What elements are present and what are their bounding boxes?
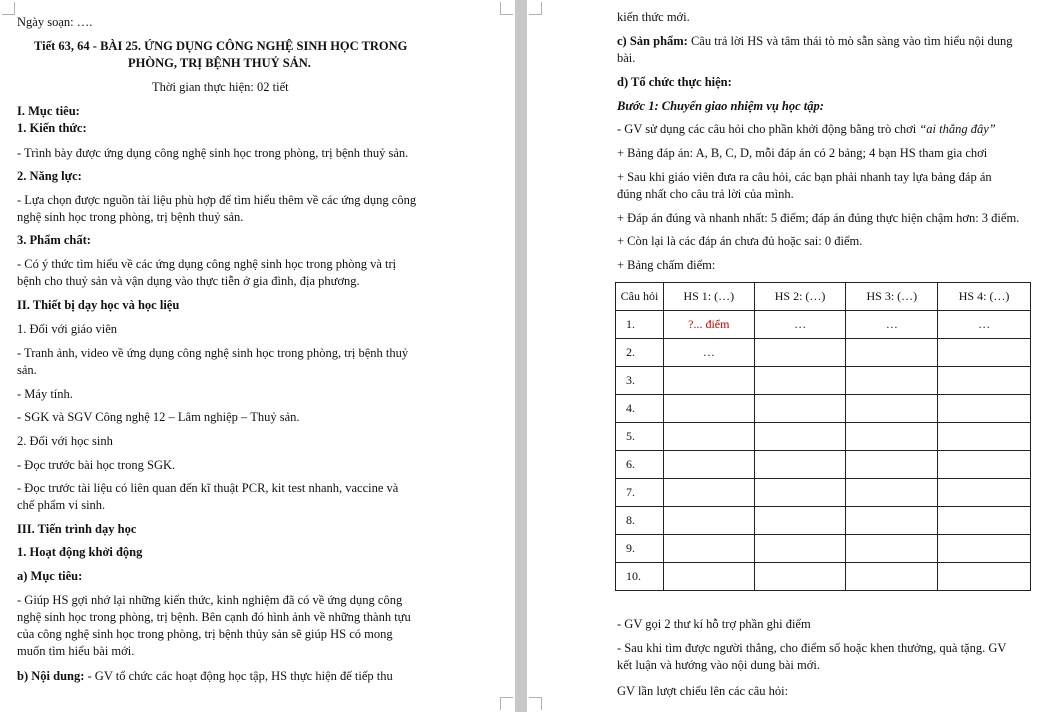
score-cell xyxy=(846,451,938,479)
score-cell xyxy=(754,535,846,563)
product-text: Câu trả lời HS và tâm thái tò mò sẵn sàng vào tìm hiểu nội dung xyxy=(687,34,1013,48)
content-label: b) Nội dung: xyxy=(17,669,85,683)
score-cell: … xyxy=(846,311,938,339)
paragraph: kiến thức mới. xyxy=(617,10,690,24)
table-row xyxy=(616,535,1031,563)
paragraph xyxy=(617,122,996,136)
score-cell xyxy=(754,395,846,423)
step-heading: Bước 1: Chuyển giao nhiệm vụ học tập: xyxy=(617,99,824,113)
paragraph: + Đáp án đúng và nhanh nhất: 5 điểm; đáp án đúng thực hiện chậm hơn: 3 điểm. xyxy=(617,211,1020,225)
product-label: c) Sản phẩm: xyxy=(617,34,688,48)
subsection-heading: 1. Đối với giáo viên xyxy=(17,322,117,336)
subsection-heading: 2. Đối với học sinh xyxy=(17,434,113,448)
paragraph: đúng nhất cho câu trả lời của mình. xyxy=(617,187,794,201)
paragraph: - Lựa chọn được nguồn tài liệu phù hợp để tìm hiểu thêm về các ứng dụng công xyxy=(17,193,417,207)
score-cell xyxy=(663,535,754,563)
game-name: “ai thắng đây” xyxy=(919,122,996,136)
question-number-cell: 3. xyxy=(616,367,664,395)
paragraph xyxy=(617,34,1012,48)
paragraph: - Máy tính. xyxy=(17,387,73,401)
score-cell xyxy=(663,395,754,423)
score-cell xyxy=(846,423,938,451)
column-header: HS 3: (…) xyxy=(846,283,938,311)
score-cell xyxy=(754,451,846,479)
score-cell xyxy=(846,507,938,535)
score-cell: … xyxy=(938,311,1031,339)
score-cell: ?... điểm xyxy=(663,311,754,339)
score-cell xyxy=(938,507,1031,535)
question-number-cell: 8. xyxy=(616,507,664,535)
score-cell xyxy=(846,339,938,367)
table-row xyxy=(616,479,1031,507)
subsection-heading: a) Mục tiêu: xyxy=(17,569,83,583)
lesson-title-line-2: PHÒNG, TRỊ BỆNH THUỶ SẢN. xyxy=(128,56,311,70)
left-page xyxy=(0,0,515,712)
paragraph: - Có ý thức tìm hiểu về các ứng dụng công nghệ sinh học trong phòng và trị xyxy=(17,257,397,271)
lesson-title-line-1: Tiết 63, 64 - BÀI 25. ỨNG DỤNG CÔNG NGHỆ SINH HỌC TRONG xyxy=(34,39,408,53)
score-cell xyxy=(754,507,846,535)
table-row xyxy=(616,423,1031,451)
score-cell xyxy=(938,563,1031,591)
section-heading: II. Thiết bị dạy học và học liệu xyxy=(17,298,180,312)
table-row xyxy=(616,339,1031,367)
margin-corner-mark xyxy=(2,2,15,15)
game-intro-text: - GV sử dụng các câu hỏi cho phần khởi động bằng trò chơi xyxy=(617,122,920,136)
column-header: HS 4: (…) xyxy=(938,283,1031,311)
score-cell xyxy=(663,507,754,535)
score-cell xyxy=(663,367,754,395)
score-table xyxy=(615,282,1031,591)
margin-corner-mark xyxy=(529,697,542,710)
paragraph: - Sau khi tìm được người thắng, cho điểm số hoặc khen thưởng, quà tặng. GV xyxy=(617,641,1007,655)
paragraph: - Giúp HS gợi nhớ lại những kiến thức, kinh nghiệm đã có về ứng dụng công xyxy=(17,593,403,607)
score-cell xyxy=(938,339,1031,367)
score-cell xyxy=(754,423,846,451)
score-cell: … xyxy=(663,339,754,367)
table-row xyxy=(616,311,1031,339)
score-cell xyxy=(663,423,754,451)
margin-corner-mark xyxy=(500,2,513,15)
subsection-heading: d) Tổ chức thực hiện: xyxy=(617,75,732,89)
score-cell xyxy=(938,395,1031,423)
paragraph: + Bảng đáp án: A, B, C, D, mỗi đáp án có 2 bảng; 4 bạn HS tham gia chơi xyxy=(617,146,988,160)
score-cell xyxy=(754,563,846,591)
table-row xyxy=(616,395,1031,423)
paragraph: - GV gọi 2 thư kí hỗ trợ phần ghi điểm xyxy=(617,617,811,631)
question-number-cell: 6. xyxy=(616,451,664,479)
score-cell xyxy=(754,479,846,507)
duration: Thời gian thực hiện: 02 tiết xyxy=(152,80,289,94)
margin-corner-mark xyxy=(529,2,542,15)
table-row xyxy=(616,451,1031,479)
score-cell xyxy=(938,535,1031,563)
question-number-cell: 7. xyxy=(616,479,664,507)
table-row xyxy=(616,507,1031,535)
question-number-cell: 5. xyxy=(616,423,664,451)
score-cell xyxy=(754,367,846,395)
table-row xyxy=(616,563,1031,591)
score-cell xyxy=(938,479,1031,507)
paragraph: chế phẩm vi sinh. xyxy=(17,498,106,512)
question-number-cell: 2. xyxy=(616,339,664,367)
subsection-heading: 1. Kiến thức: xyxy=(17,121,87,135)
paragraph: muốn tìm hiểu bài mới. xyxy=(17,644,135,658)
score-cell xyxy=(938,423,1031,451)
paragraph: + Bảng chấm điểm: xyxy=(617,258,716,272)
subsection-heading: 1. Hoạt động khởi động xyxy=(17,545,143,559)
paragraph: của công nghệ sinh học trong phòng, trị bệnh thủy sản sẽ giúp HS có mong xyxy=(17,627,393,641)
paragraph: GV lần lượt chiếu lên các câu hỏi: xyxy=(617,684,789,698)
paragraph xyxy=(17,669,393,683)
score-cell xyxy=(938,367,1031,395)
column-header: HS 2: (…) xyxy=(754,283,846,311)
score-cell xyxy=(846,535,938,563)
section-heading: I. Mục tiêu: xyxy=(17,104,80,118)
paragraph: - Đọc trước tài liệu có liên quan đến kĩ thuật PCR, kit test nhanh, vaccine và xyxy=(17,481,399,495)
table-row xyxy=(616,367,1031,395)
table-header-row xyxy=(616,283,1031,311)
score-cell: … xyxy=(754,311,846,339)
paragraph: bài. xyxy=(617,51,636,65)
paragraph: bệnh cho thuỷ sản và vận dụng vào thực tiễn ở gia đình, địa phương. xyxy=(17,274,360,288)
column-header: Câu hỏi xyxy=(616,283,664,311)
paragraph: + Sau khi giáo viên đưa ra câu hỏi, các bạn phải nhanh tay lựa bảng đáp án xyxy=(617,170,992,184)
score-cell xyxy=(663,563,754,591)
paragraph: - Tranh ảnh, video về ứng dụng công nghệ sinh học trong phòng, trị bệnh thuỷ xyxy=(17,346,409,360)
score-cell xyxy=(663,479,754,507)
question-number-cell: 4. xyxy=(616,395,664,423)
paragraph: - Đọc trước bài học trong SGK. xyxy=(17,458,176,472)
paragraph: - SGK và SGV Công nghệ 12 – Lâm nghiệp – Thuỷ sản. xyxy=(17,410,300,424)
paragraph: nghệ sinh học trong phòng, trị bệnh thuỷ sản. xyxy=(17,210,244,224)
section-heading: III. Tiến trình dạy học xyxy=(17,522,137,536)
score-cell xyxy=(663,451,754,479)
question-number-cell: 9. xyxy=(616,535,664,563)
paragraph: sản. xyxy=(17,363,37,377)
score-cell xyxy=(846,395,938,423)
margin-corner-mark xyxy=(500,697,513,710)
score-cell xyxy=(754,339,846,367)
question-number-cell: 1. xyxy=(616,311,664,339)
date-line: Ngày soạn: …. xyxy=(17,15,93,29)
subsection-heading: 2. Năng lực: xyxy=(17,169,82,183)
score-cell xyxy=(846,367,938,395)
right-page xyxy=(527,0,1047,712)
paragraph: kết luận và hướng vào nội dung bài mới. xyxy=(617,658,820,672)
subsection-heading: 3. Phẩm chất: xyxy=(17,233,91,247)
score-cell xyxy=(846,563,938,591)
score-cell xyxy=(846,479,938,507)
content-text: - GV tổ chức các hoạt động học tập, HS thực hiện để tiếp thu xyxy=(84,669,393,683)
paragraph: - Trình bày được ứng dụng công nghệ sinh học trong phòng, trị bệnh thuỷ sản. xyxy=(17,146,409,160)
question-number-cell: 10. xyxy=(616,563,664,591)
score-cell xyxy=(938,451,1031,479)
paragraph: + Còn lại là các đáp án chưa đủ hoặc sai: 0 điểm. xyxy=(617,234,863,248)
paragraph: nghệ sinh học trong phòng, trị bệnh. Bên cạnh đó hình ảnh về những thành tựu xyxy=(17,610,411,624)
column-header: HS 1: (…) xyxy=(663,283,754,311)
